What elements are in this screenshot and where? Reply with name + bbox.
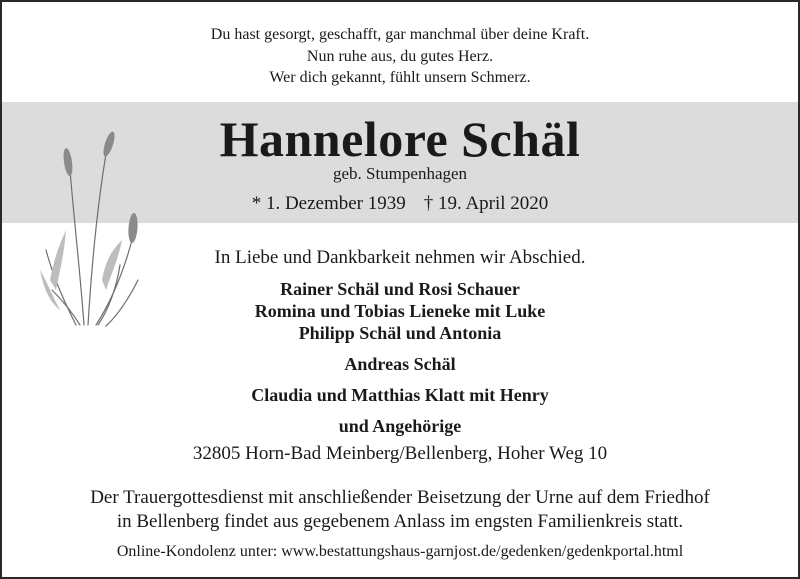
deceased-name: Hannelore Schäl: [219, 111, 581, 167]
poem-line: Du hast gesorgt, geschafft, gar manchmal über deine Kraft.: [210, 26, 590, 43]
mourner-line: und Angehörige: [338, 416, 462, 436]
mourner-line: Romina und Tobias Lieneke mit Luke: [254, 301, 546, 321]
poem-line: Wer dich gekannt, fühlt unsern Schmerz.: [269, 69, 531, 86]
poem: [2, 24, 798, 89]
death-date: † 19. April 2020: [423, 193, 549, 214]
online-condolence: Online-Kondolenz unter: www.bestattungshaus-garnjost.de/gedenken/gedenkportal.html: [116, 543, 684, 560]
service-line: Der Trauergottesdienst mit anschließender Beisetzung der Urne auf dem Friedhof: [90, 487, 710, 508]
farewell-text: In Liebe und Dankbarkeit nehmen wir Abschied.: [214, 247, 586, 268]
mourners-list: [2, 278, 798, 437]
birth-date: * 1. Dezember 1939: [251, 193, 406, 214]
life-dates: [2, 192, 798, 216]
mourner-line: Andreas Schäl: [344, 354, 456, 374]
poem-line: Nun ruhe aus, du gutes Herz.: [306, 47, 494, 65]
mourner-line: Philipp Schäl und Antonia: [298, 323, 502, 343]
mourner-line: Claudia und Matthias Klatt mit Henry: [251, 385, 549, 405]
mourner-line: Rainer Schäl und Rosi Schauer: [280, 279, 520, 299]
address: 32805 Horn-Bad Meinberg/Bellenberg, Hoher Weg 10: [192, 443, 608, 464]
maiden-name: geb. Stumpenhagen: [332, 164, 468, 183]
service-line: in Bellenberg findet aus gegebenem Anlass im engsten Familienkreis statt.: [116, 511, 684, 532]
service-info: [2, 486, 798, 534]
